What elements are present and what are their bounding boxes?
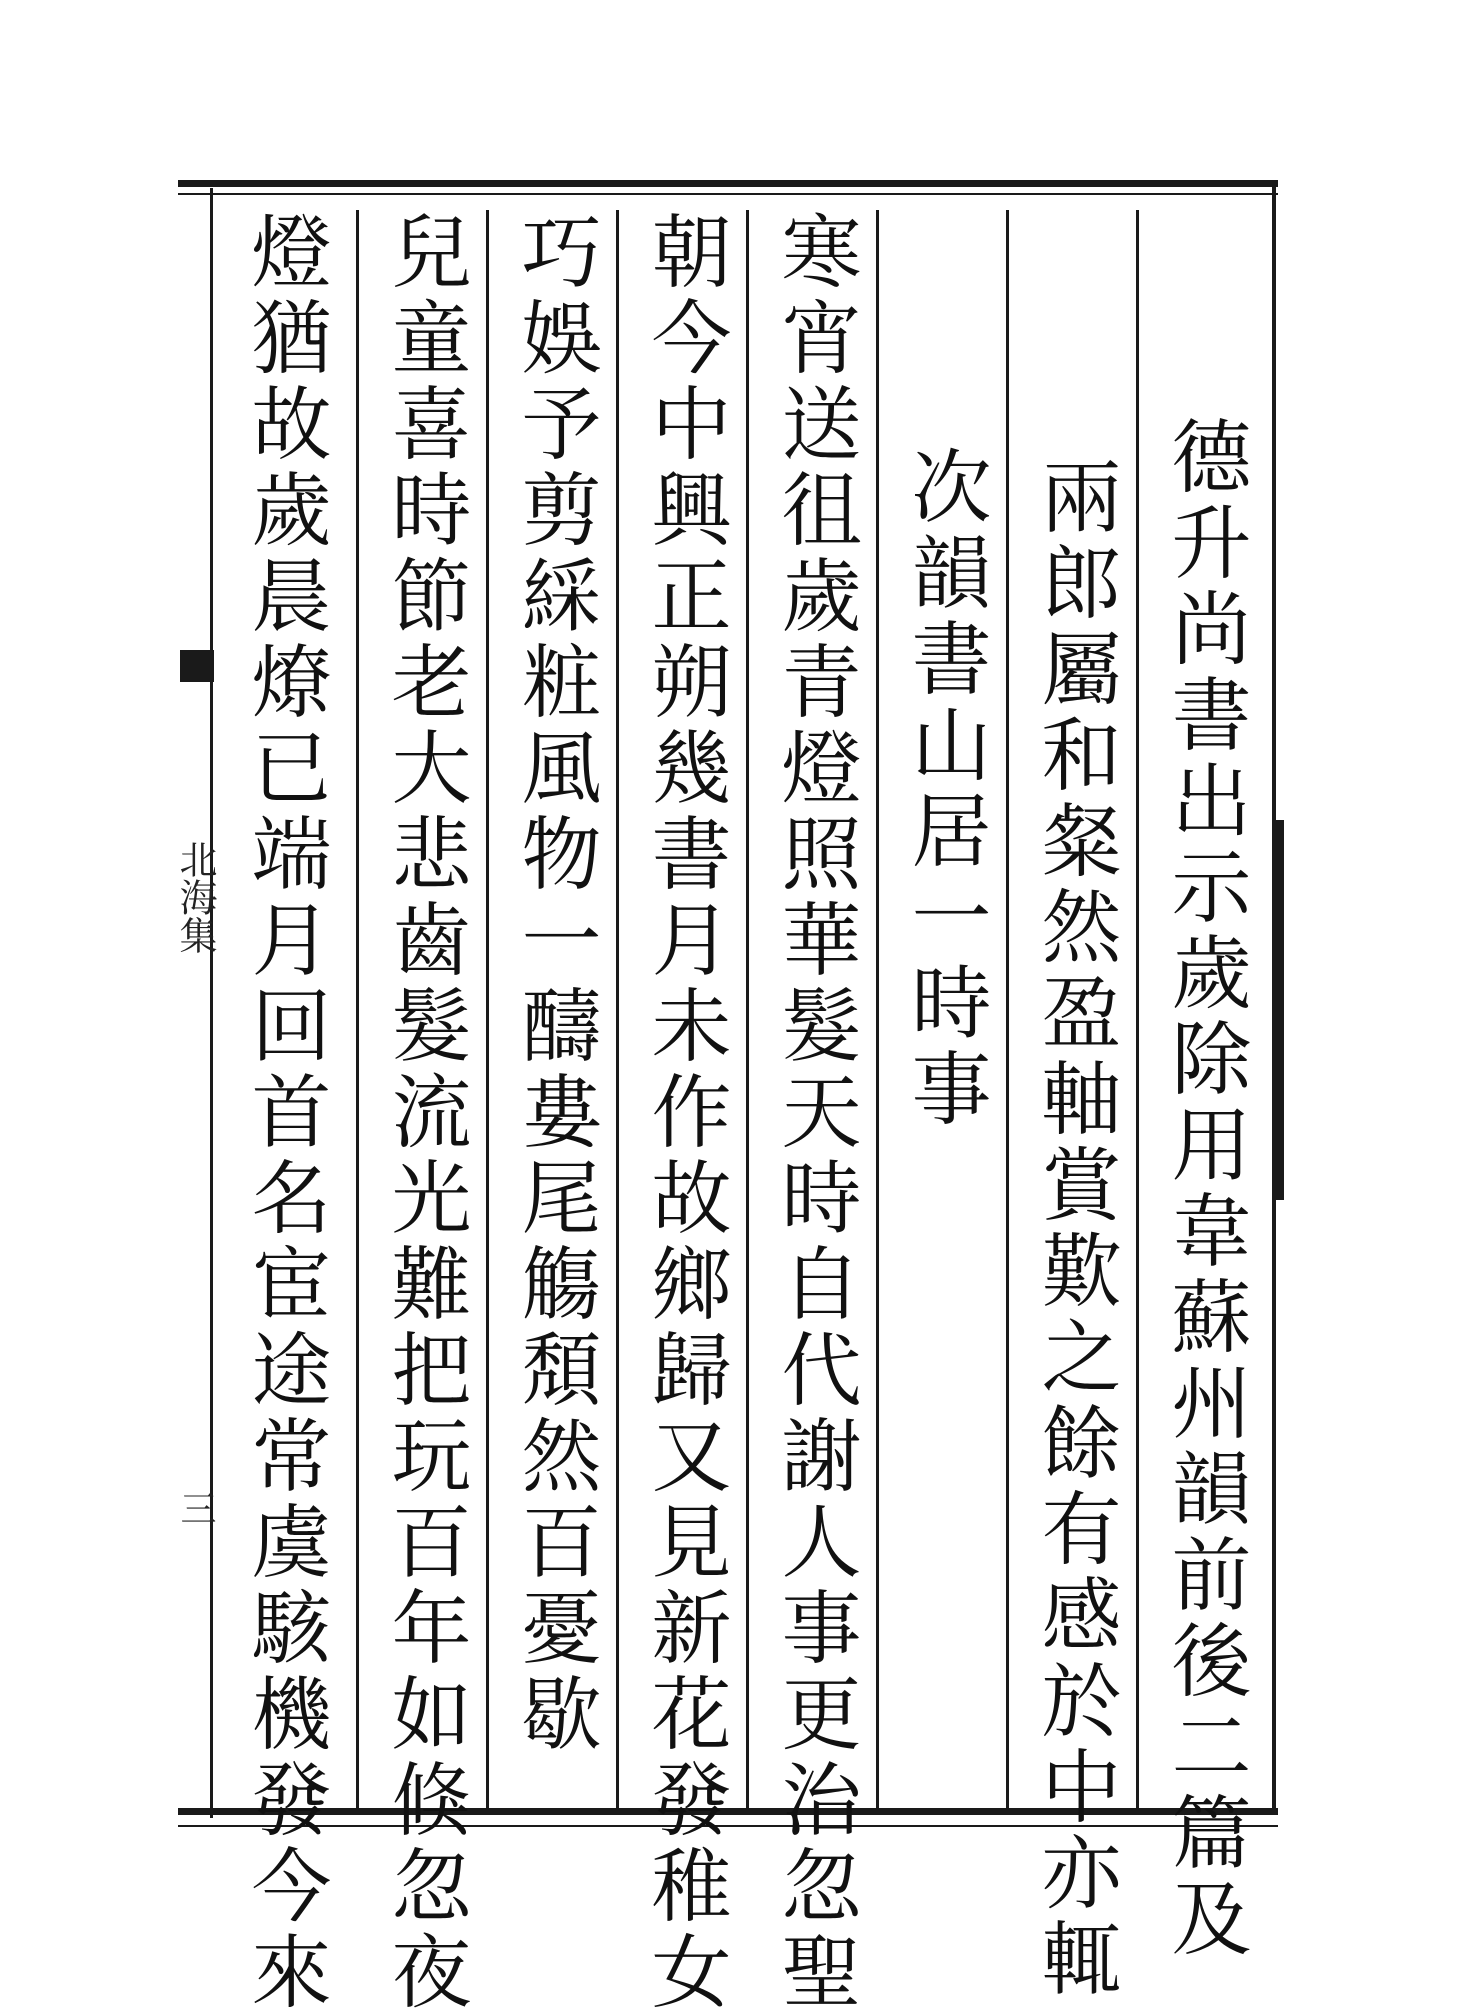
right-border-thick [1274,820,1284,1200]
column-divider [746,210,749,1808]
book-title: 北海集 [173,840,217,954]
top-border [178,180,1278,187]
column-text: 德升尚書出示歲除用韋蘇州韻前後二篇及 [1158,415,1251,1963]
text-column-5 [622,205,746,2016]
column-text: 朝今中興正朔幾書月未作故鄉歸又見新花發稚女 [638,210,731,2016]
column-text: 兒童喜時節老大悲齒髮流光難把玩百年如倏忽夜 [378,210,471,2016]
column-divider [876,210,879,1808]
column-text: 巧娛予剪綵粧風物一醻婁尾觴頽然百憂歇 [508,210,601,1758]
center-fold-mark [180,650,214,682]
column-text: 次韻書山居一時事 [898,445,991,1133]
page-number: 三 [175,1490,216,1526]
text-column-1 [1142,205,1266,1963]
text-column-4 [752,205,876,2016]
text-column-3 [882,205,1006,1810]
column-divider [486,210,489,1808]
left-border [210,188,213,1818]
text-column-6 [492,205,616,1810]
top-border-inner [178,193,1278,195]
column-text: 寒宵送徂歲青燈照華髮天時自代謝人事更治忽聖 [768,210,861,2016]
column-text: 燈猶故歲晨燎已端月回首名宦途常虞駭機發今來 [238,210,331,2016]
column-divider [356,210,359,1808]
column-divider [1006,210,1009,1808]
column-divider [1136,210,1139,1808]
text-column-7 [362,205,486,2016]
column-text: 兩郎屬和粲然盈軸賞歎之餘有感於中亦輒 [1028,455,1121,2003]
text-column-2 [1012,205,1136,2003]
column-divider [616,210,619,1808]
text-column-8 [222,205,346,2016]
